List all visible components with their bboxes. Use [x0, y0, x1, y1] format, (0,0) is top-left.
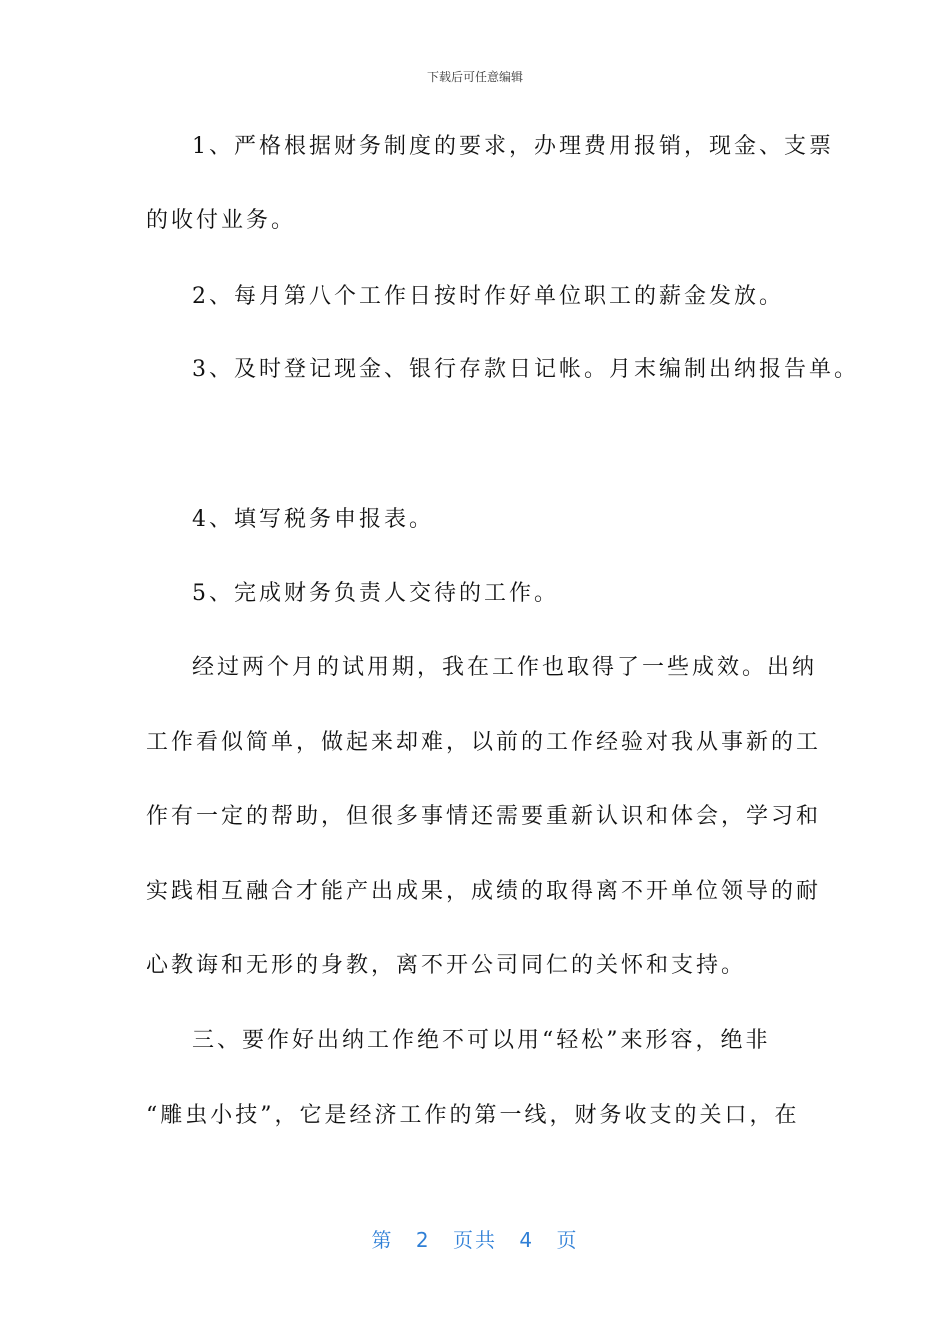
- body-line: 三、要作好出纳工作绝不可以用“轻松”来形容，绝非: [192, 1028, 771, 1053]
- body-line: 实践相互融合才能产出成果，成绩的取得离不开单位领导的耐: [146, 879, 822, 904]
- footer-suffix: 页: [556, 1228, 579, 1252]
- body-line: 作有一定的帮助，但很多事情还需要重新认识和体会，学习和: [146, 804, 822, 829]
- page-number-footer: [0, 1224, 950, 1253]
- body-line: 1、严格根据财务制度的要求，办理费用报销，现金、支票: [192, 134, 834, 159]
- body-line: 心教诲和无形的身教，离不开公司同仁的关怀和支持。: [146, 953, 747, 978]
- body-line: 的收付业务。: [146, 208, 297, 233]
- body-line: 4、填写税务申报表。: [192, 507, 434, 532]
- body-line: 经过两个月的试用期，我在工作也取得了一些成效。出纳: [192, 655, 818, 680]
- current-page-number: 2: [415, 1228, 431, 1252]
- body-line: 工作看似简单，做起来却难，以前的工作经验对我从事新的工: [146, 730, 822, 755]
- body-line: “雕虫小技”，它是经济工作的第一线，财务收支的关口，在: [146, 1103, 800, 1128]
- header-note: 下载后可任意编辑: [426, 70, 523, 84]
- body-line: 5、完成财务负责人交待的工作。: [192, 581, 559, 606]
- body-line: 3、及时登记现金、银行存款日记帐。月末编制出纳报告单。: [192, 357, 859, 382]
- footer-middle: 页共: [453, 1228, 497, 1252]
- footer-prefix: 第: [371, 1228, 394, 1252]
- total-pages-number: 4: [519, 1228, 535, 1252]
- body-line: 2、每月第八个工作日按时作好单位职工的薪金发放。: [192, 284, 784, 309]
